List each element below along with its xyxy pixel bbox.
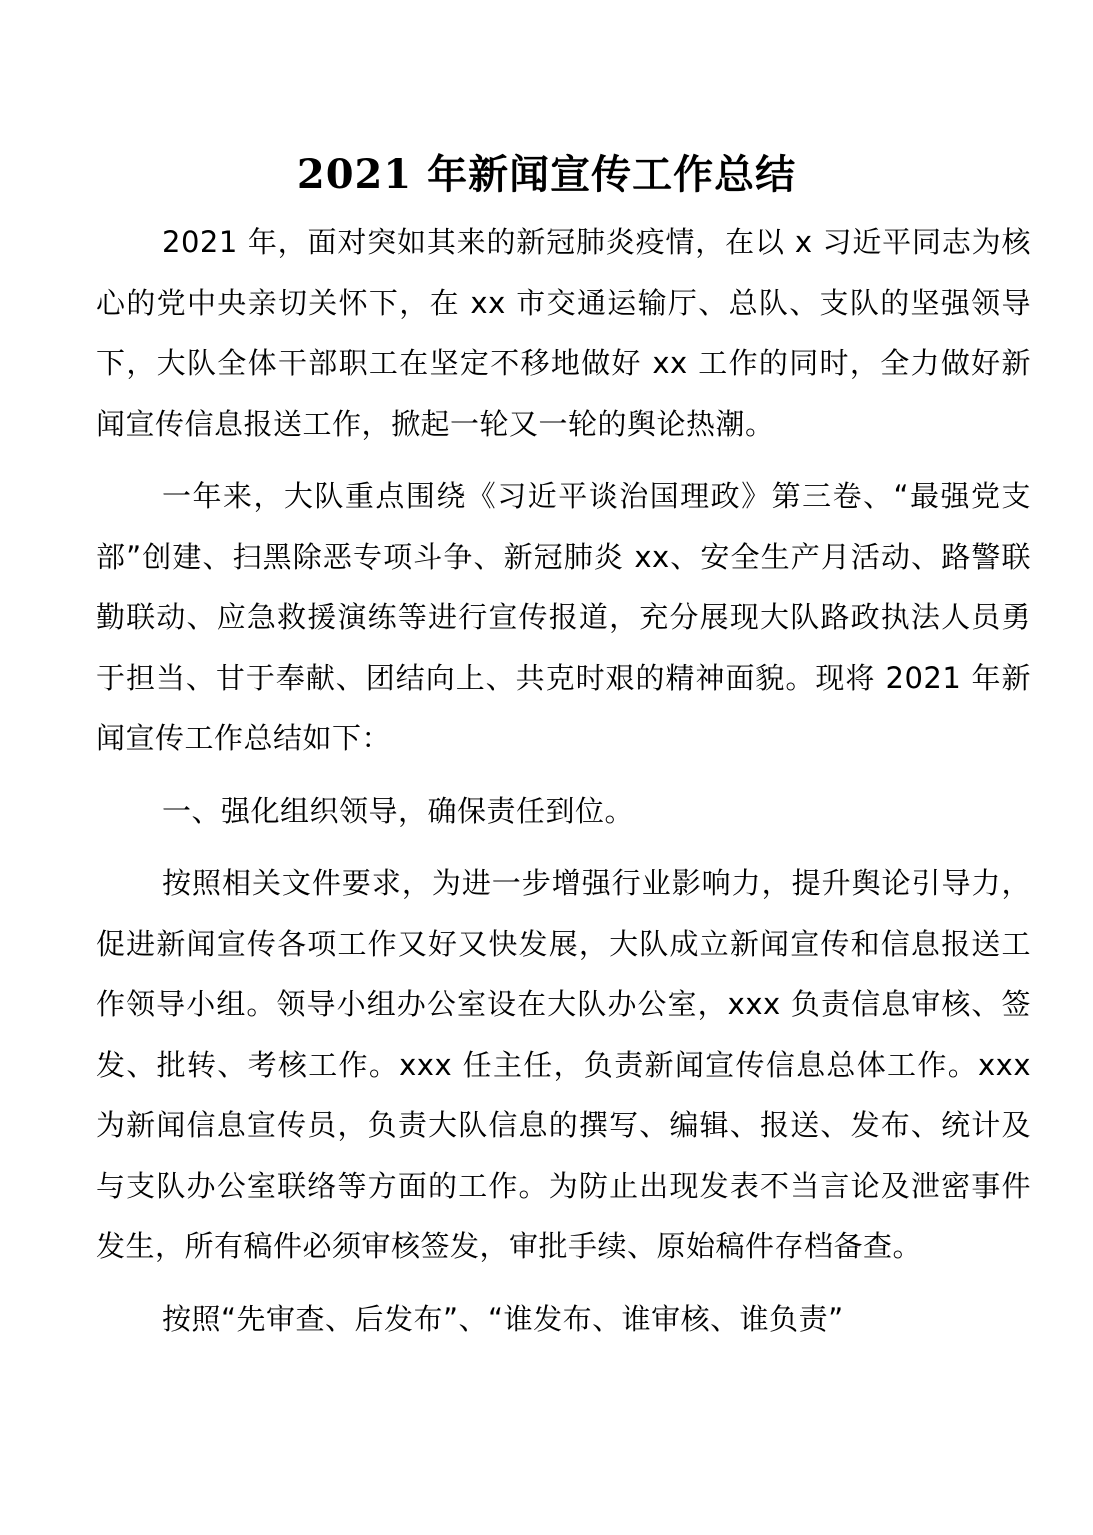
paragraph-organization: 按照相关文件要求，为进一步增强行业影响力，提升舆论引导力，促进新闻宣传各项工作又好又快发展，大队成立新闻宣传和信息报送工作领导小组。领导小组办公室设在大队办公室，xxx 负责信息审核、签发、批转、考核工作。xxx 任主任，负责新闻宣传信息总体工作。xxx 为新闻信息宣传员，负责大队信息的撰写、编辑、报送、发布、统计及与支队办公室联络等方面的工作。为防止出现发表不当言论及泄密事件发生，所有稿件必须审核签发，审批手续、原始稿件存档备查。 bbox=[96, 866, 1031, 1263]
document-body bbox=[96, 212, 1031, 1361]
document-title: 2021 年新闻宣传工作总结 bbox=[296, 151, 797, 198]
paragraph-intro: 2021 年，面对突如其来的新冠肺炎疫情，在以 x 习近平同志为核心的党中央亲切关怀下，在 xx 市交通运输厅、总队、支队的坚强领导下，大队全体干部职工在坚定不移地做好 xx 工作的同时，全力做好新闻宣传信息报送工作，掀起一轮又一轮的舆论热潮。 bbox=[96, 225, 1031, 441]
paragraph-overview: 一年来，大队重点围绕《习近平谈治国理政》第三卷、“最强党支部”创建、扫黑除恶专项斗争、新冠肺炎 xx、安全生产月活动、路警联勤联动、应急救援演练等进行宣传报道，充分展现大队路政执法人员勇于担当、甘于奉献、团结向上、共克时艰的精神面貌。现将 2021 年新闻宣传工作总结如下： bbox=[96, 479, 1031, 755]
section-heading-1: 一、强化组织领导，确保责任到位。 bbox=[162, 793, 635, 828]
paragraph-review-principle: 按照“先审查、后发布”、“谁发布、谁审核、谁负责” bbox=[162, 1301, 844, 1336]
